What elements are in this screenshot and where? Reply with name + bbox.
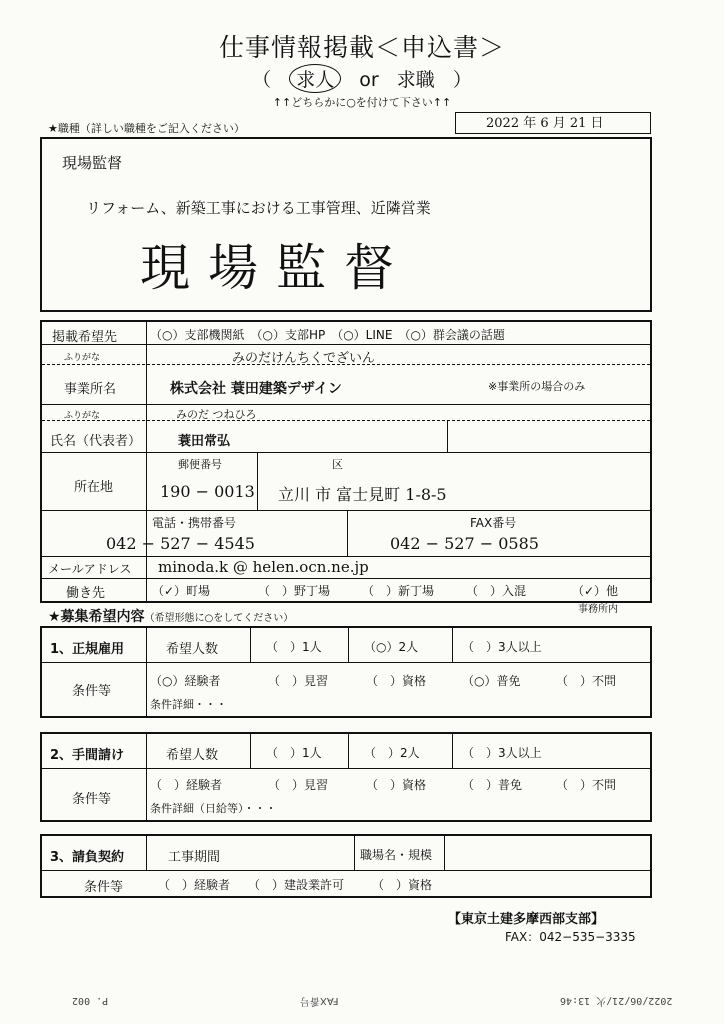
kind-or: or xyxy=(359,69,379,91)
mail-value: minoda.k @ helen.ocn.ne.jp xyxy=(158,558,369,576)
occupation-label: ★職種（詳しい職種をご記入ください） xyxy=(48,122,245,135)
rep-furigana: みのだ つねひろ xyxy=(176,408,257,421)
rep-name: 蓑田常弘 xyxy=(178,434,231,449)
block-piecework xyxy=(40,732,652,822)
block3-site-label: 職場名・規模 xyxy=(360,848,433,862)
info-table xyxy=(40,320,652,603)
kind-open: （ xyxy=(252,69,272,91)
company-label: 事業所名 xyxy=(64,382,117,397)
ward-label: 区 xyxy=(332,458,343,471)
company-name: 株式会社 蓑田建築デザイン xyxy=(170,381,342,397)
block1-cond-2: （ ）資格 xyxy=(366,674,427,688)
block1-cond-label: 条件等 xyxy=(72,684,112,699)
rep-furigana-label: ふりがな xyxy=(64,411,101,421)
block3-cond-1: （ ）建設業許可 xyxy=(248,878,345,892)
kind-recruit-circled: 求人 xyxy=(289,64,341,93)
block2-count-0: （ ）1人 xyxy=(266,746,322,760)
kind-seek: 求職 xyxy=(396,69,435,91)
section-side-note: 事務所内 xyxy=(578,604,618,615)
kind-close: ） xyxy=(452,69,472,91)
zip-label: 郵便番号 xyxy=(178,458,222,471)
block2-cond-1: （ ）見習 xyxy=(268,778,329,792)
fax-number-label: FAX番号 xyxy=(300,995,339,1006)
rep-label: 氏名（代表者） xyxy=(50,434,142,449)
mail-label: メールアドレス xyxy=(48,562,132,576)
address-label: 所在地 xyxy=(74,480,114,495)
block1-count-1: （○）2人 xyxy=(364,640,419,654)
company-note: ※事業所の場合のみ xyxy=(488,380,586,393)
publish-options: （○）支部機関紙 （○）支部HP （○）LINE （○）群会議の話題 xyxy=(150,328,505,342)
company-furigana-label: ふりがな xyxy=(64,353,101,363)
block1-cond-4: （ ）不問 xyxy=(556,674,617,688)
block2-cond-0: （ ）経験者 xyxy=(150,778,223,792)
block2-cond-label: 条件等 xyxy=(72,792,112,807)
block1-cond-3: （○）普免 xyxy=(462,674,521,688)
block1-count-0: （ ）1人 xyxy=(266,640,322,654)
section-title-note: （希望形態に○をしてください） xyxy=(144,613,294,624)
block2-count-2: （ ）3人以上 xyxy=(462,746,542,760)
block1-label: 1、正規雇用 xyxy=(50,642,125,657)
fax-timestamp: 2022/06/21/火 13:46 xyxy=(560,995,673,1006)
work-option-2: （ ）新丁場 xyxy=(362,584,435,598)
section-title xyxy=(48,606,293,626)
fax-value: 042 − 527 − 0585 xyxy=(390,534,539,553)
fax-page-number: P. 002 xyxy=(72,995,109,1006)
work-label: 働き先 xyxy=(66,586,106,601)
work-option-3: （ ）入混 xyxy=(466,584,527,598)
block2-cond-4: （ ）不問 xyxy=(556,778,617,792)
block1-cond-0: （○）経験者 xyxy=(150,674,221,688)
block2-count-label: 希望人数 xyxy=(166,748,219,763)
block-contract xyxy=(40,834,652,898)
tel-label: 電話・携帯番号 xyxy=(152,516,237,530)
block1-count-2: （ ）3人以上 xyxy=(462,640,542,654)
block2-cond-2: （ ）資格 xyxy=(366,778,427,792)
occupation-big: 現場監督 xyxy=(140,239,412,297)
block3-period-label: 工事期間 xyxy=(168,850,221,865)
work-option-0: （✓）町場 xyxy=(152,584,211,598)
block3-cond-label: 条件等 xyxy=(84,880,124,895)
block3-cond-0: （ ）経験者 xyxy=(158,878,231,892)
fax-label: FAX番号 xyxy=(470,516,517,530)
branch-fax: FAX：042−535−3335 xyxy=(505,930,636,944)
block2-detail: 条件詳細（日給等）・・・ xyxy=(150,802,277,815)
date-field: 2022 年 6 月 21 日 xyxy=(455,112,651,134)
block3-cond-2: （ ）資格 xyxy=(372,878,433,892)
block3-label: 3、請負契約 xyxy=(50,850,125,865)
block2-label: 2、手間請け xyxy=(50,748,125,763)
block2-cond-3: （ ）普免 xyxy=(462,778,523,792)
zip-value: 190 − 0013 xyxy=(160,482,255,501)
address-value: 立川 市 富士見町 1-8-5 xyxy=(278,485,447,504)
branch-name: 【東京土建多摩西部支部】 xyxy=(448,912,605,927)
occupation-line2: リフォーム、新築工事における工事管理、近隣営業 xyxy=(86,199,431,217)
section-title-text: ★募集希望内容 xyxy=(48,609,145,625)
block1-detail: 条件詳細・・・ xyxy=(150,698,227,711)
block-regular xyxy=(40,626,652,718)
block2-count-1: （ ）2人 xyxy=(364,746,420,760)
tel-value: 042 − 527 − 4545 xyxy=(106,534,255,553)
company-furigana: みのだけんちくでざいん xyxy=(232,351,376,366)
work-option-1: （ ）野丁場 xyxy=(258,584,331,598)
work-option-4: （✓）他 xyxy=(572,584,619,598)
block1-cond-1: （ ）見習 xyxy=(268,674,329,688)
kind-row xyxy=(0,64,724,93)
block1-count-label: 希望人数 xyxy=(166,642,219,657)
occupation-line1: 現場監督 xyxy=(62,154,123,172)
publish-label: 掲載希望先 xyxy=(52,330,118,345)
form-title: 仕事情報掲載＜申込書＞ xyxy=(218,33,505,62)
kind-note: ↑↑どちらかに○を付けて下さい↑↑ xyxy=(272,96,452,109)
